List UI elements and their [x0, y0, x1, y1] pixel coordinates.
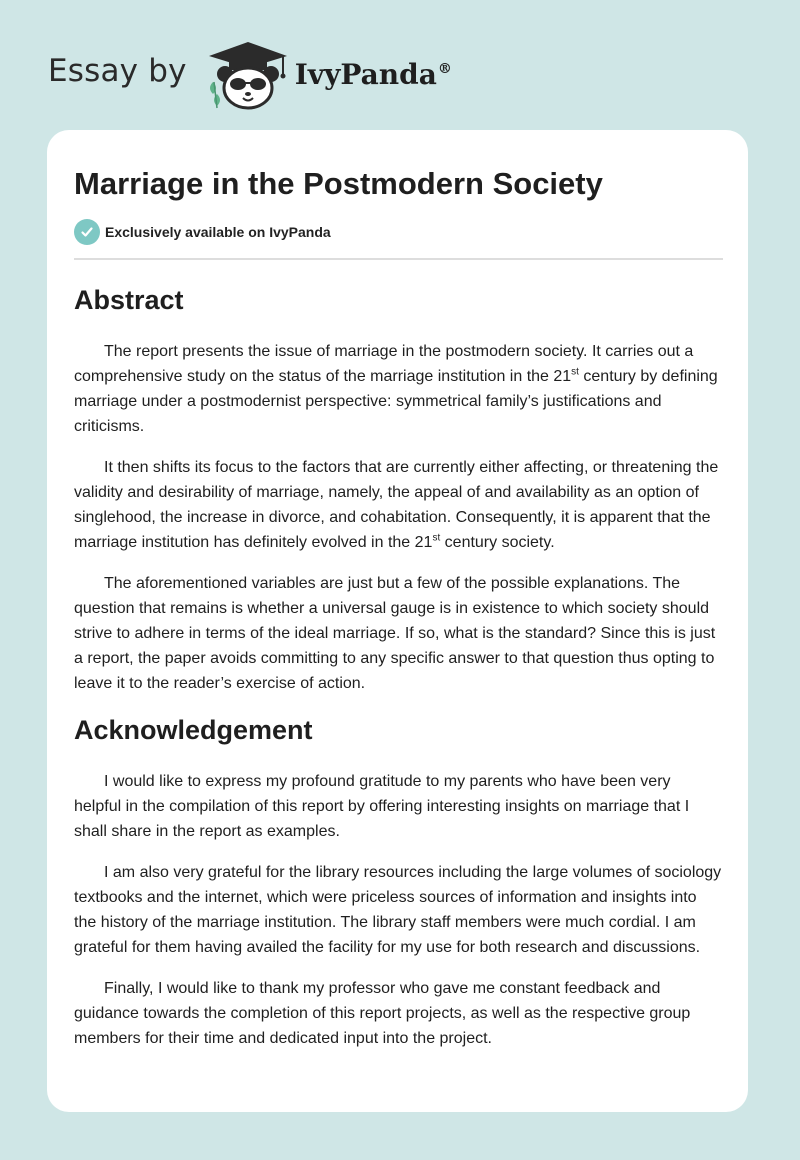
check-circle-icon — [74, 219, 100, 245]
title-divider — [74, 258, 723, 260]
section-heading-abstract: Abstract — [74, 285, 184, 315]
brand-prefix: Essay by — [48, 53, 187, 89]
paragraph: I would like to express my profound gratitude to my parents who have been very helpful in the compilation of this report by offering interesting insights on marriage that I shall share in the report as examples. — [74, 773, 690, 840]
essay-card — [47, 130, 748, 1112]
paragraph: The aforementioned variables are just but a few of the possible explanations. The question that remains is whether a universal gauge is in existence to which society should strive to adhere in terms of the ideal marriage. If so, what is the standard? Since this is just a report, the paper avoids committing to any specific answer to that question thus opting to leave it to the reader’s exercise of action. — [74, 575, 716, 692]
paragraph: It then shifts its focus to the factors that are currently either affecting, or threatening the validity and desirability of marriage, namely, the appeal of and availability as an option of singlehood, the increase in divorce, and cohabitation. Consequently, it is apparent that the marriage institution has definitely evolved in the 21st century society. — [74, 459, 719, 551]
paragraph: I am also very grateful for the library resources including the large volumes of sociology textbooks and the internet, which were priceless sources of information and insights into the history of the marriage institution. The library staff members were much cordial. I am grateful for them having availed the facility for my use for both research and discussions. — [74, 864, 722, 956]
paragraph: The report presents the issue of marriage in the postmodern society. It carries out a comprehensive study on the status of the marriage institution in the 21st century by defining marriage under a postmodernist perspective: symmetrical family’s justifications and criticisms. — [74, 343, 718, 435]
paragraph: Finally, I would like to thank my professor who gave me constant feedback and guidance towards the completion of this report projects, as well as the respective group members for their time and dedicated input into the project. — [74, 980, 691, 1047]
panda-graduate-icon — [203, 38, 293, 110]
exclusive-badge — [74, 218, 722, 246]
brand-header — [48, 34, 452, 114]
badge-text: Exclusively available on IvyPanda — [105, 224, 331, 240]
acknowledgement-section — [74, 712, 722, 1051]
page-title: Marriage in the Postmodern Society — [74, 166, 603, 201]
abstract-section — [74, 282, 722, 696]
brand-name: IvyPanda® — [294, 57, 452, 91]
section-heading-acknowledgement: Acknowledgement — [74, 715, 313, 745]
